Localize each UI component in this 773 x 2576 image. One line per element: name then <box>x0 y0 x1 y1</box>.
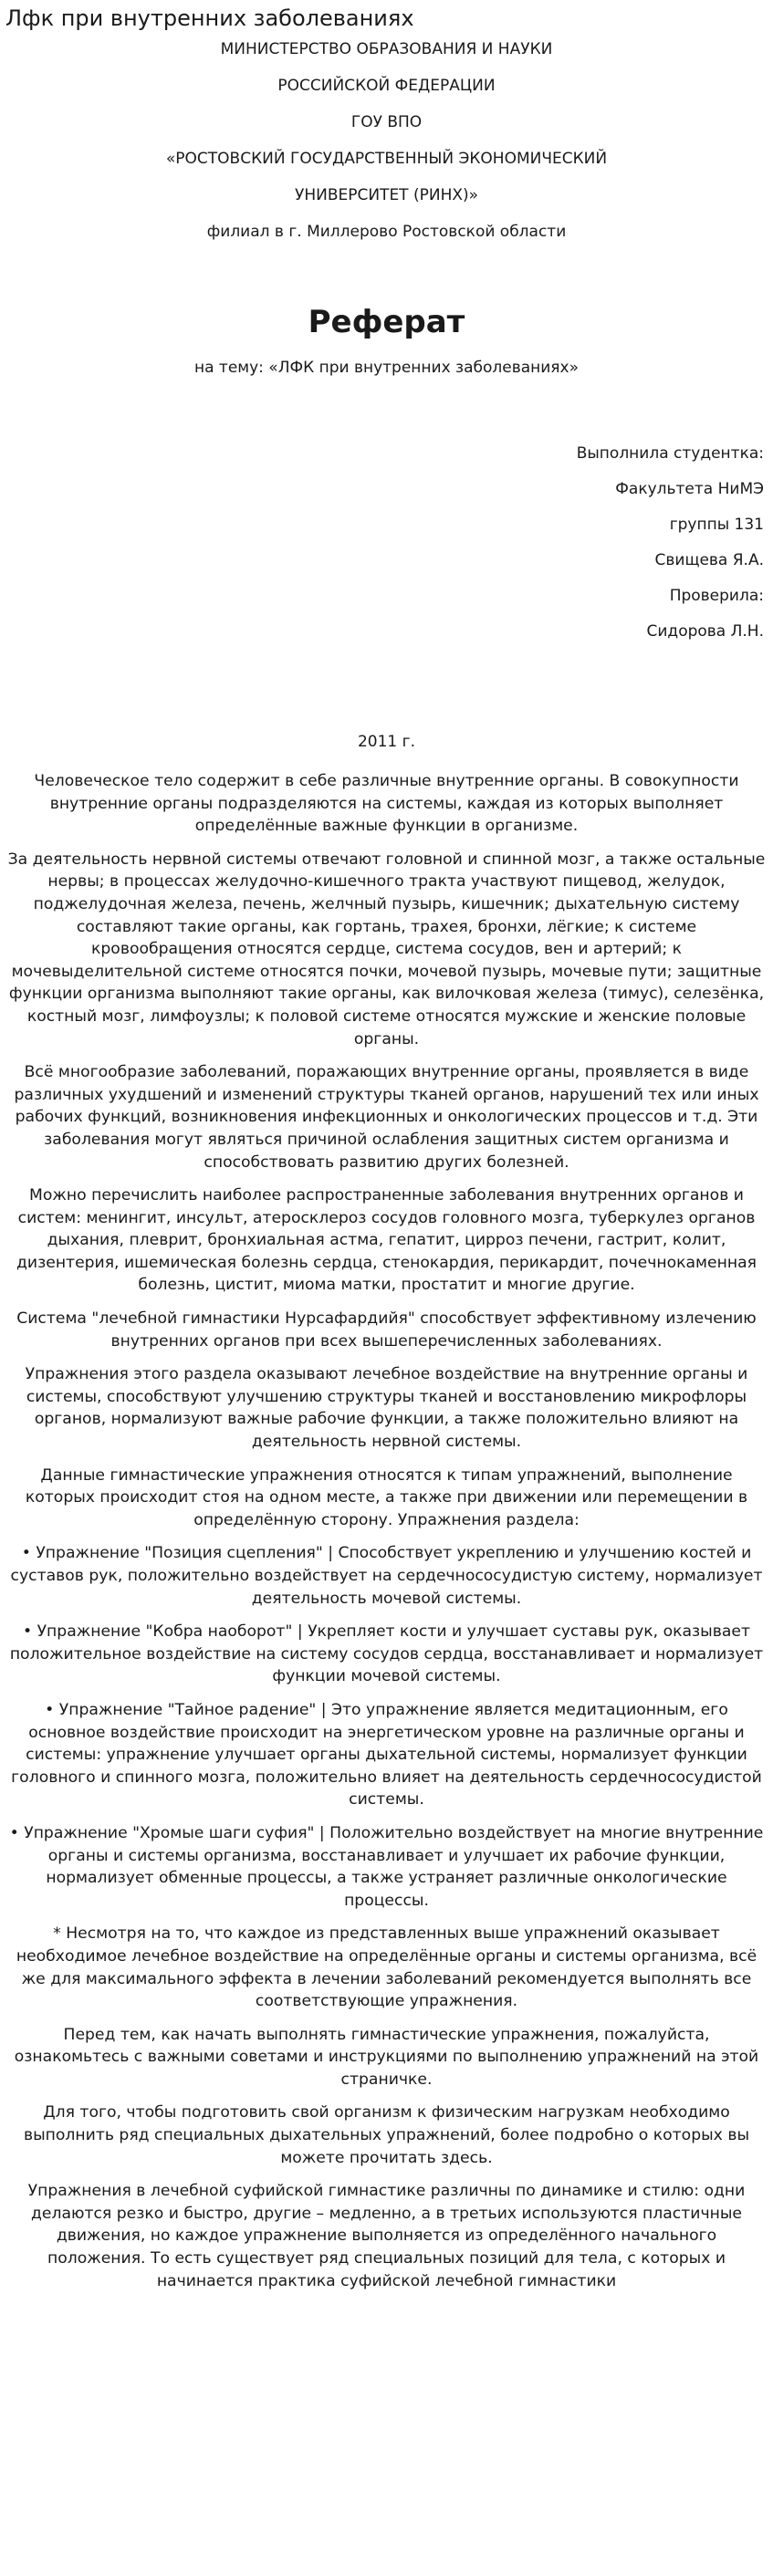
ministry-line-1: МИНИСТЕРСТВО ОБРАЗОВАНИЯ И НАУКИ <box>220 40 553 58</box>
reviewer-name: Сидорова Л.Н. <box>646 622 764 641</box>
title-page-header <box>0 40 773 241</box>
paragraph: Можно перечислить наиболее распространенные заболевания внутренних органов и систем: менингит, инсульт, атеросклероз сосудов головного мозга, туберкулез органов дыхания, плеврит, бронхиальная астма, гепатит, цирроз печени, гастрит, колит, дизентерия, ишемическая болезнь сердца, стенокардия, перикардит, почечнокаменная болезнь, цистит, миома матки, простатит и многие другие. <box>16 1186 757 1295</box>
author-block <box>381 444 764 641</box>
university-name-line-1: «РОСТОВСКИЙ ГОСУДАРСТВЕННЫЙ ЭКОНОМИЧЕСКИЙ <box>165 150 608 168</box>
ministry-line-2: РОССИЙСКОЙ ФЕДЕРАЦИИ <box>277 77 496 95</box>
paragraph: Человеческое тело содержит в себе различные внутренние органы. В совокупности внутренние органы подразделяются на системы, каждая из которых выполняет определённые важные функции в организме. <box>34 772 739 836</box>
reviewer-label: Проверила: <box>669 587 764 605</box>
year: 2011 г. <box>357 733 415 751</box>
body-text <box>7 770 766 2303</box>
exercise-list-item: • Упражнение "Позиция сцепления" | Способствует укреплению и улучшению костей и суставов рук, положительно воздействует на сердечнососудистую систему, нормализует деятельность мочевой системы. <box>10 1544 763 1608</box>
exercise-list-item: • Упражнение "Тайное радение" | Это упражнение является медитационным, его основное воздействие происходит на энергетическом уровне на различные органы и системы: упражнение улучшает органы дыхательной системы, нормализует функции головного и спинного мозга, положительно влияет на деятельность сердечнососудистой системы. <box>11 1700 762 1809</box>
institution-type: ГОУ ВПО <box>350 113 423 131</box>
university-name-line-2: УНИВЕРСИТЕТ (РИНХ)» <box>294 186 479 204</box>
paragraph: Данные гимнастические упражнения относятся к типам упражнений, выполнение которых происходит стоя на одном месте, а также при движении или перемещении в определённую сторону. Упражнения раздела: <box>25 1465 748 1529</box>
author-label: Выполнила студентка: <box>576 444 764 463</box>
author-name: Свищева Я.А. <box>654 551 764 569</box>
branch-line: филиал в г. Миллерово Ростовской области <box>206 223 567 241</box>
paragraph: Упражнения в лечебной суфийской гимнастике различны по динамике и стилю: одни делаются резко и быстро, другие – медленно, а в третьих используются пластичные движения, но каждое упражнение выполняется из определённого начального положения. То есть существует ряд специальных позиций для тела, с которых и начинается практика суфийской лечебной гимнастики <box>27 2182 746 2290</box>
note-paragraph: * Несмотря на то, что каждое из представленных выше упражнений оказывает необходимое лечебное воздействие на определённые органы и системы организма, всё же для максимального эффекта в лечении заболеваний рекомендуется выполнять все соответствующие упражнения. <box>16 1924 757 2011</box>
report-topic: на тему: «ЛФК при внутренних заболеваниях» <box>193 359 579 377</box>
paragraph: Упражнения этого раздела оказывают лечебное воздействие на внутренние органы и системы, способствуют улучшению структуры тканей и восстановлению микрофлоры органов, нормализуют важные рабочие функции, а также положительно влияют на деятельность нервной системы. <box>25 1365 748 1452</box>
report-title: Реферат <box>308 304 465 340</box>
paragraph: Система "лечебной гимнастики Нурсафардийя" способствует эффективному излечению внутренних органов при всех вышеперечисленных заболеваниях. <box>16 1309 757 1351</box>
author-group: группы 131 <box>669 516 764 534</box>
paragraph: За деятельность нервной системы отвечают головной и спинной мозг, а также остальные нервы; в процессах желудочно-кишечного тракта участвуют пищевод, желудок, поджелудочная железа, печень, желчный пузырь, кишечник; дыхательную систему составляют такие органы, как гортань, трахея, бронхи, лёгкие; к системе кровообращения относятся сердце, система сосудов, вен и артерий; к мочевыделительной системе относятся почки, мочевой пузырь, мочевые пути; защитные функции организма выполняют такие органы, как вилочковая железа (тимус), селезёнка, костный мозг, лимфоузлы; к половой системе относятся мужские и женские половые органы. <box>7 850 766 1048</box>
author-faculty: Факультета НиМЭ <box>615 480 764 498</box>
exercise-list-item: • Упражнение "Кобра наоборот" | Укрепляет кости и улучшает суставы рук, оказывает положительное воздействие на систему сосудов сердца, восстанавливает и нормализует функции мочевой системы. <box>9 1622 764 1686</box>
paragraph: Всё многообразие заболеваний, поражающих внутренние органы, проявляется в виде различных ухудшений и изменений структуры тканей органов, нарушений тех или иных рабочих функций, возникновения инфекционных и онкологических процессов и т.д. Эти заболевания могут являться причиной ослабления защитных систем организма и способствовать развитию других болезней. <box>14 1063 759 1172</box>
exercise-list-item: • Упражнение "Хромые шаги суфия" | Положительно воздействует на многие внутренние органы и системы организма, восстанавливает и улучшает их рабочие функции, нормализует обменные процессы, а также устраняет различные онкологические процессы. <box>9 1823 764 1910</box>
paragraph: Для того, чтобы подготовить свой организм к физическим нагрузкам необходимо выполнить ряд специальных дыхательных упражнений, более подробно о которых вы можете прочитать здесь. <box>23 2103 750 2167</box>
page-title: Лфк при внутренних заболеваниях <box>5 5 414 31</box>
paragraph: Перед тем, как начать выполнять гимнастические упражнения, пожалуйста, ознакомьтесь с важными советами и инструкциями по выполнению упражнений на этой страничке. <box>14 2025 759 2089</box>
